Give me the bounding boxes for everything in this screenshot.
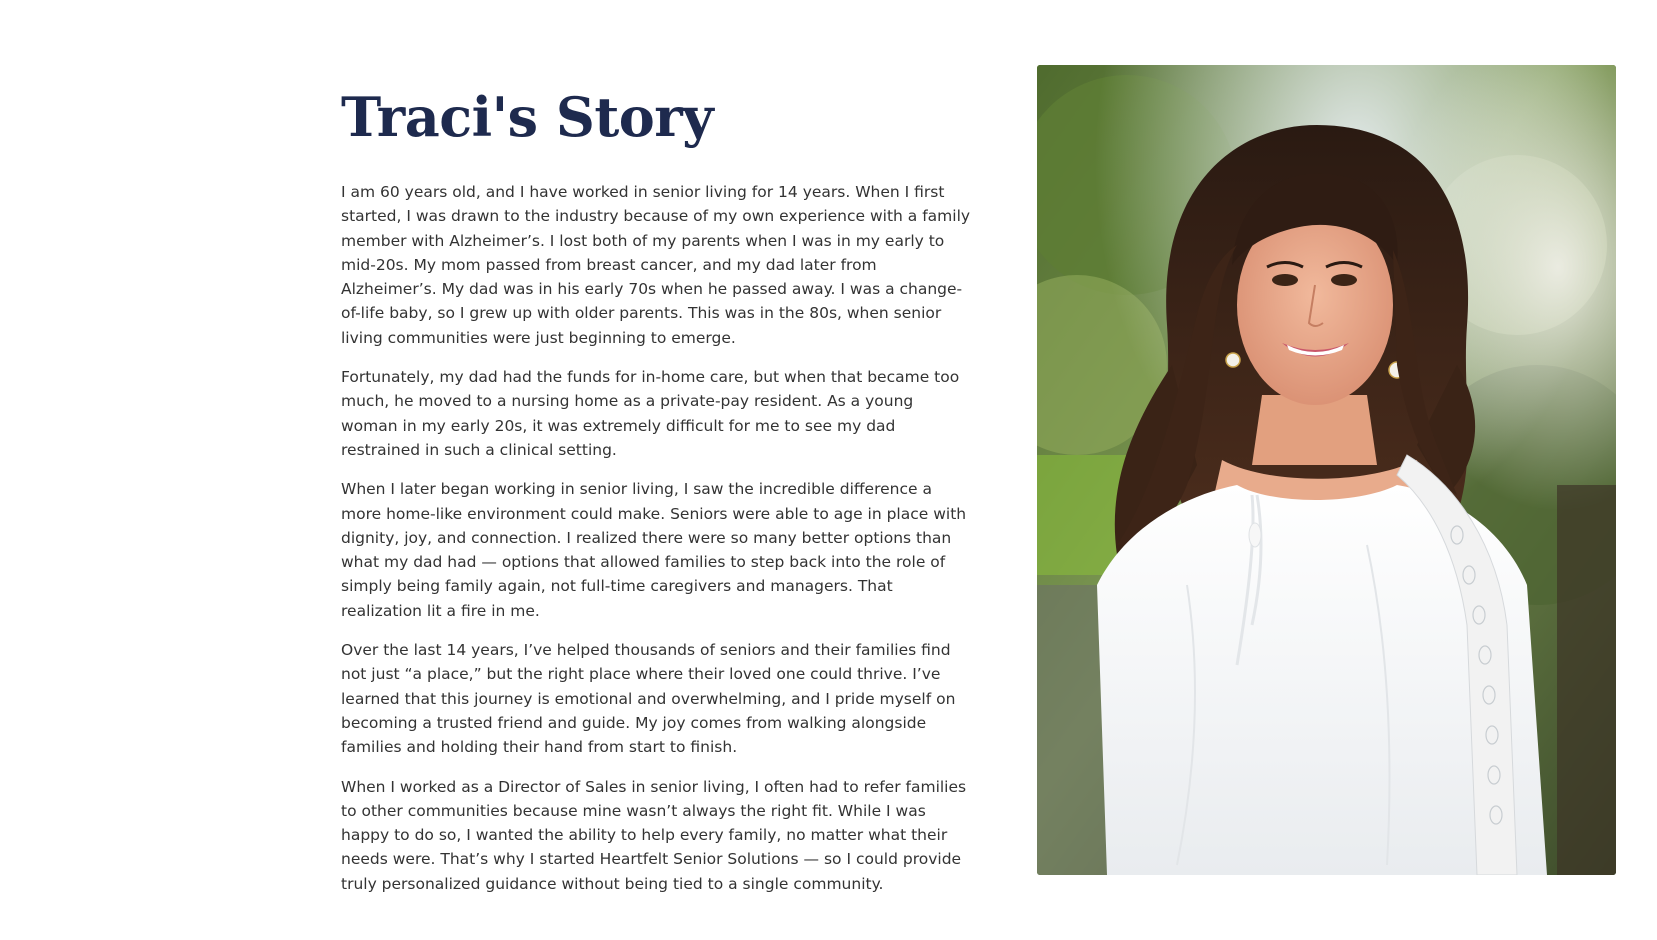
story-paragraph: When I worked as a Director of Sales in senior living, I often had to refer families to other communities because mine wasn’t always the right fit. While I was happy to do so, I wanted the ability to help every family, no matter what their needs were. That’s why I started Heartfelt Senior Solutions — so I could provide truly personalized guidance without being tied to a single community. bbox=[341, 777, 967, 893]
story-paragraph: Over the last 14 years, I’ve helped thousands of seniors and their families find not just “a place,” but the right place where their loved one could thrive. I’ve learned that this journey is emotional and overwhelming, and I pride myself on becoming a trusted friend and guide. My joy comes from walking alongside families and holding their hand from start to finish. bbox=[341, 641, 956, 757]
story-paragraph: When I later began working in senior living, I saw the incredible difference a more home-like environment could make. Seniors were able to age in place with dignity, joy, and connection. I realized there were so many better options than what my dad had — options that allowed families to step back into the role of simply being family again, not full-time caregivers and managers. That realization lit a fire in me. bbox=[341, 480, 967, 620]
story-paragraph: I am 60 years old, and I have worked in senior living for 14 years. When I first started, I was drawn to the industry because of my own experience with a family member with Alzheimer’s. I lost both of my parents when I was in my early to mid-20s. My mom passed from breast cancer, and my dad later from Alzheimer’s. My dad was in his early 70s when he passed away. I was a change-of-life baby, so I grew up with older parents. This was in the 80s, when senior living communities were just beginning to emerge. bbox=[341, 183, 971, 347]
story-paragraph: Fortunately, my dad had the funds for in-home care, but when that became too much, he moved to a nursing home as a private-pay resident. As a young woman in my early 20s, it was extremely difficult for me to see my dad restrained in such a clinical setting. bbox=[341, 368, 960, 459]
page-title: Traci's Story bbox=[341, 85, 714, 149]
portrait-photo bbox=[1037, 65, 1616, 875]
story-text-column bbox=[341, 82, 973, 911]
portrait-illustration bbox=[1037, 65, 1616, 875]
